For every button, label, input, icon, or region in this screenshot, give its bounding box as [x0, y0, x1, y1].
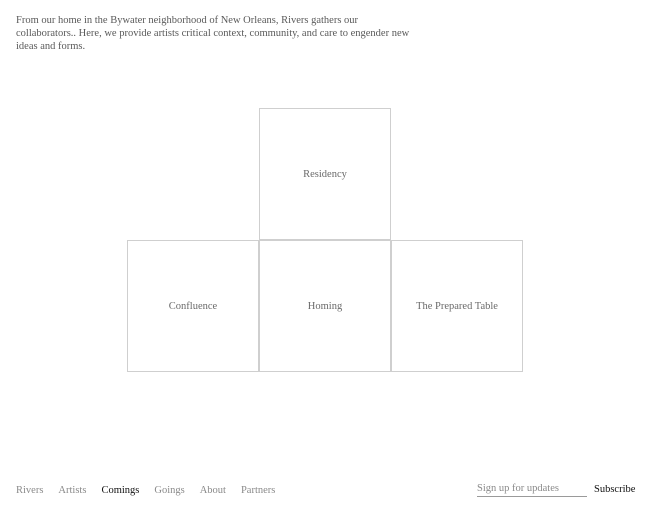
tile-confluence-label: Confluence — [168, 300, 218, 312]
subscribe-button[interactable]: Subscribe — [594, 484, 636, 495]
nav-item-comings[interactable]: Comings — [101, 485, 140, 496]
tile-residency-label: Residency — [303, 168, 347, 180]
nav-item-rivers[interactable]: Rivers — [16, 485, 44, 496]
signup-email-input[interactable] — [477, 483, 587, 497]
tile-homing-label: Homing — [307, 300, 343, 312]
nav-item-artists[interactable]: Artists — [58, 485, 87, 496]
intro-text: From our home in the Bywater neighborhood of New Orleans, Rivers gathers our collaborators.. Here, we provide artists critical context, community, and care to engender new ideas and forms. — [16, 15, 410, 52]
nav-item-about[interactable]: About — [199, 485, 226, 496]
tile-prepared-table[interactable] — [391, 240, 523, 372]
tile-homing[interactable] — [259, 240, 391, 372]
nav-item-goings[interactable]: Goings — [154, 485, 185, 496]
footer-nav — [16, 485, 290, 496]
tile-residency[interactable] — [259, 108, 391, 240]
nav-item-partners[interactable]: Partners — [240, 485, 276, 496]
tile-prepared-table-label: The Prepared Table — [416, 300, 498, 312]
tile-confluence[interactable] — [127, 240, 259, 372]
